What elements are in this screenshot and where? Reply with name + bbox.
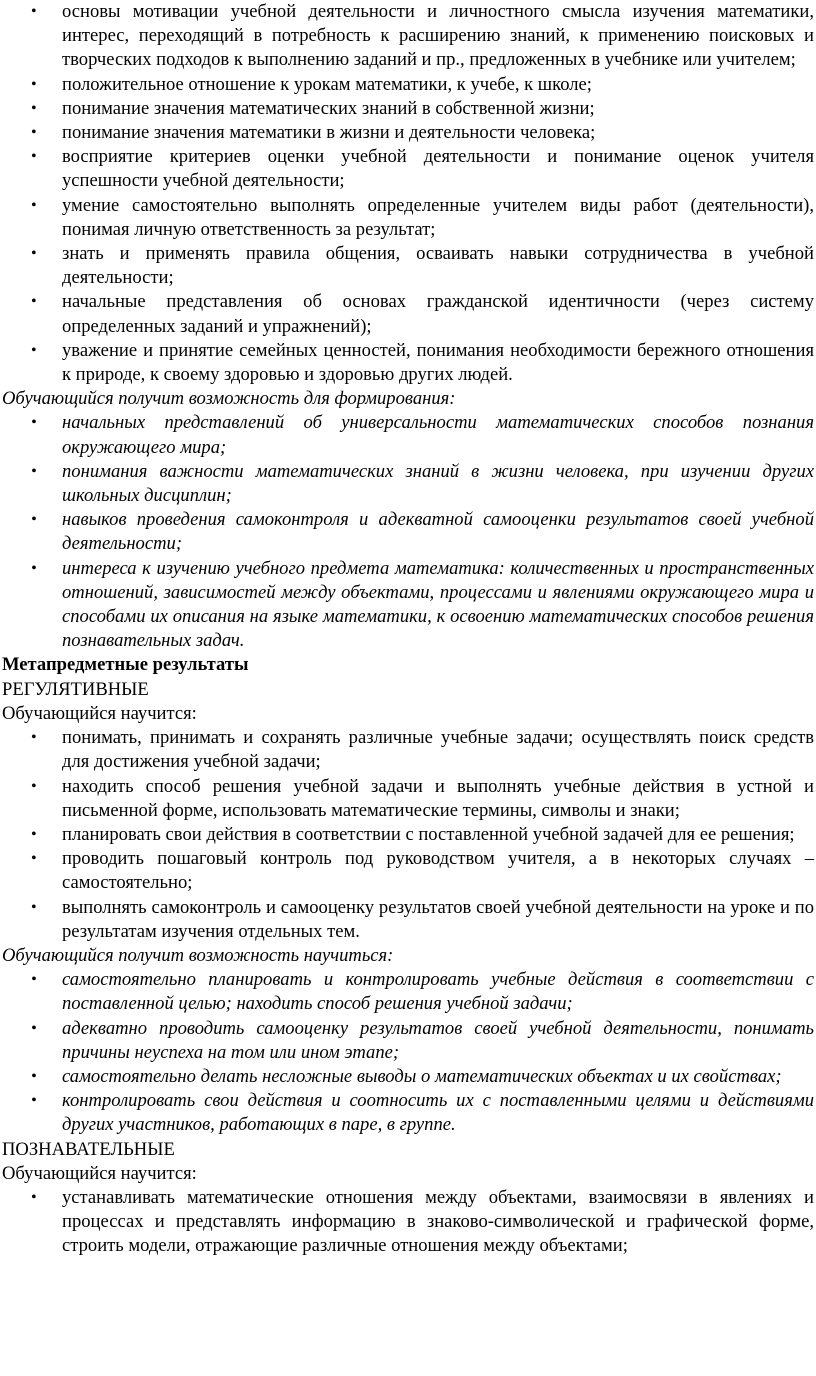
- list-item: • выполнять самоконтроль и самооценку результатов своей учебной деятельности на уроке и по результатам изучения отдельных тем.: [2, 896, 814, 944]
- list-item: • начальных представлений об универсальности математических способов познания окружающего мира;: [2, 411, 814, 459]
- list-item: • навыков проведения самоконтроля и адекватной самооценки результатов своей учебной деятельности;: [2, 508, 814, 556]
- list-item: • умение самостоятельно выполнять определенные учителем виды работ (деятельности), понимая личную ответственность за результат;: [2, 194, 814, 242]
- personal-opportunity-heading: Обучающийся получит возможность для формирования:: [2, 388, 456, 410]
- cognitive-list: [2, 1186, 814, 1259]
- regulatory-opportunity-heading: Обучающийся получит возможность научиться:: [2, 944, 394, 966]
- regulatory-learns-label: Обучающийся научится:: [2, 702, 197, 724]
- regulatory-list: [2, 726, 814, 944]
- meta-results-heading: Метапредметные результаты: [2, 654, 249, 676]
- cognitive-learns-label: Обучающийся научится:: [2, 1162, 197, 1184]
- list-item: • самостоятельно делать несложные выводы о математических объектах и их свойствах;: [2, 1065, 814, 1089]
- personal-results-list: [2, 0, 814, 387]
- list-item: • понимать, принимать и сохранять различные учебные задачи; осуществлять поиск средств для достижения учебной задачи;: [2, 726, 814, 774]
- list-item: • контролировать свои действия и соотносить их с поставленными целями и действиями других участников, работающих в паре, в группе.: [2, 1089, 814, 1137]
- regulatory-opportunity-list: [2, 968, 814, 1137]
- list-item: • восприятие критериев оценки учебной деятельности и понимание оценок учителя успешности учебной деятельности;: [2, 145, 814, 193]
- cognitive-heading: ПОЗНАВАТЕЛЬНЫЕ: [2, 1138, 175, 1160]
- list-item: • начальные представления об основах гражданской идентичности (через систему определенных заданий и упражнений);: [2, 290, 814, 338]
- regulatory-heading: РЕГУЛЯТИВНЫЕ: [2, 678, 149, 700]
- list-item: • положительное отношение к урокам математики, к учебе, к школе;: [2, 73, 814, 97]
- list-item: • самостоятельно планировать и контролировать учебные действия в соответствии с поставленной целью; находить способ решения учебной задачи;: [2, 968, 814, 1016]
- list-item: • понимания важности математических знаний в жизни человека, при изучении других школьных дисциплин;: [2, 460, 814, 508]
- list-item: • основы мотивации учебной деятельности и личностного смысла изучения математики, интерес, переходящий в потребность к расширению знаний, к применению поисковых и творческих подходов к выполнению заданий и пр., предложенных в учебнике или учителем;: [2, 0, 814, 73]
- list-item: • адекватно проводить самооценку результатов своей учебной деятельности, понимать причины неуспеха на том или ином этапе;: [2, 1017, 814, 1065]
- list-item: • планировать свои действия в соответствии с поставленной учебной задачей для ее решения;: [2, 823, 814, 847]
- list-item: • знать и применять правила общения, осваивать навыки сотрудничества в учебной деятельности;: [2, 242, 814, 290]
- list-item: • понимание значения математических знаний в собственной жизни;: [2, 97, 814, 121]
- list-item: • уважение и принятие семейных ценностей, понимания необходимости бережного отношения к природе, к своему здоровью и здоровью других людей.: [2, 339, 814, 387]
- personal-opportunity-list: [2, 411, 814, 653]
- list-item: • находить способ решения учебной задачи и выполнять учебные действия в устной и письменной форме, использовать математические термины, символы и знаки;: [2, 775, 814, 823]
- list-item: • интереса к изучению учебного предмета математика: количественных и пространственных отношений, зависимостей между объектами, процессами и явлениями окружающего мира и способами их описания на языке математики, к освоению математических способов решения познавательных задач.: [2, 557, 814, 654]
- list-item: • понимание значения математики в жизни и деятельности человека;: [2, 121, 814, 145]
- list-item: • проводить пошаговый контроль под руководством учителя, а в некоторых случаях – самостоятельно;: [2, 847, 814, 895]
- list-item: • устанавливать математические отношения между объектами, взаимосвязи в явлениях и процессах и представлять информацию в знаково-символической и графической форме, строить модели, отражающие различные отношения между объектами;: [2, 1186, 814, 1259]
